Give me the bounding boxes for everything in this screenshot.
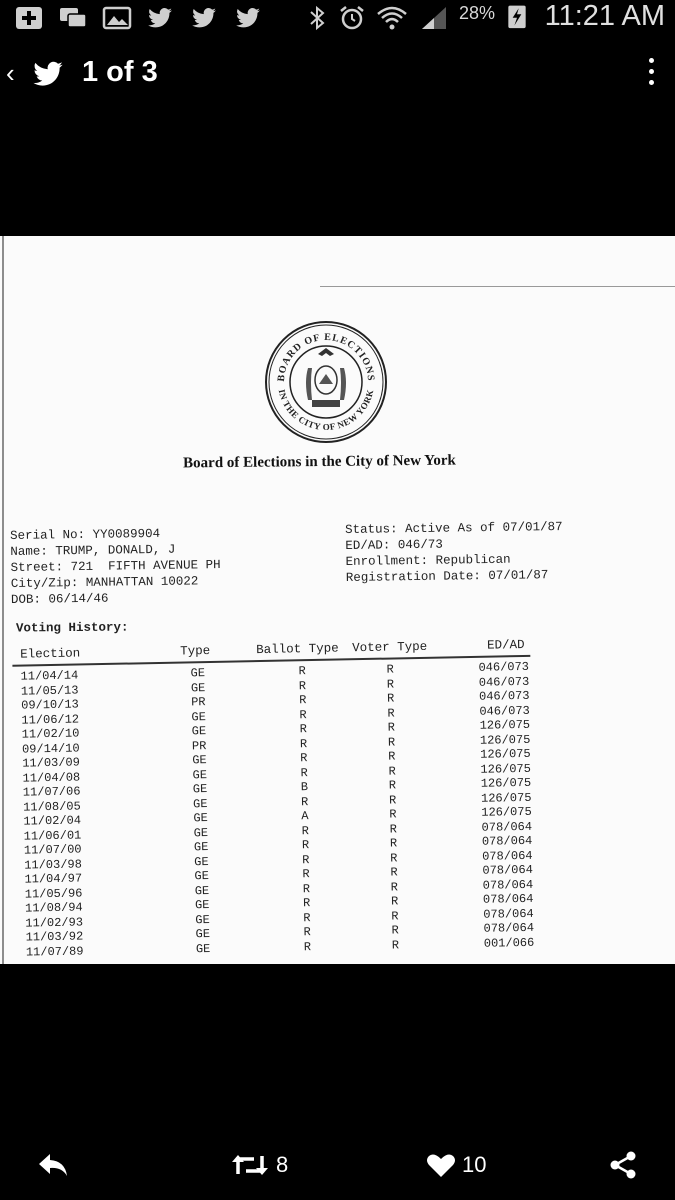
column-header-type: Type	[180, 643, 211, 659]
ballot-type: R	[300, 765, 308, 780]
tweet-actions	[0, 1136, 675, 1196]
status: Status: Active As of 07/01/87	[345, 519, 563, 537]
svg-text:IN THE CITY OF NEW YORK	[277, 388, 376, 432]
election-type: GE	[194, 854, 209, 869]
election-date: 11/05/13	[20, 683, 79, 699]
election-date: 11/07/00	[23, 842, 82, 858]
ballot-type: R	[300, 751, 308, 766]
retweet-button[interactable]	[230, 1150, 288, 1180]
election-date: 11/04/14	[20, 668, 79, 684]
ed-ad-value: 078/064	[483, 920, 535, 936]
ballot-type: R	[299, 736, 308, 751]
voter-info-right	[345, 519, 563, 586]
ed-ad-value: 078/064	[481, 833, 533, 849]
ed-ad-value: 126/075	[480, 790, 532, 806]
voter-type: R	[389, 821, 397, 837]
ballot-type: R	[302, 852, 310, 867]
election-date: 11/08/05	[23, 798, 81, 815]
election-type: GE	[192, 767, 208, 782]
ballot-type: R	[301, 838, 310, 853]
twitter-icon	[146, 5, 174, 31]
election-date: 11/07/89	[25, 943, 84, 960]
pager-label: 1 of 3	[82, 56, 158, 88]
column-header-voter-type: Voter Type	[352, 639, 428, 656]
election-type: PR	[191, 695, 206, 710]
ed-ad-value: 046/073	[478, 674, 530, 690]
ed-ad-value: 001/066	[483, 935, 535, 951]
ballot-type: R	[302, 867, 310, 882]
voter-type: R	[388, 763, 396, 779]
battery-charging-icon	[505, 3, 529, 29]
ed-ad-value: 078/064	[482, 877, 534, 893]
election-type: GE	[194, 898, 210, 913]
election-type: GE	[190, 680, 206, 695]
election-type: GE	[191, 709, 206, 724]
voter-name: Name: TRUMP, DONALD, J	[10, 542, 176, 559]
battery-percent: 28%	[459, 3, 496, 23]
retweet-count: 8	[276, 1152, 289, 1177]
ed-ad-value: 126/075	[480, 775, 532, 791]
ed-ad-value: 046/073	[479, 703, 530, 719]
election-date: 09/10/13	[21, 697, 79, 713]
ed-ad-value: 078/064	[482, 862, 533, 878]
voter-type: R	[387, 720, 396, 735]
voter-type: R	[389, 807, 397, 822]
election-type: GE	[192, 782, 208, 797]
election-type: GE	[193, 811, 208, 826]
ballot-type: R	[300, 794, 309, 809]
election-date: 11/05/96	[24, 885, 83, 902]
wifi-icon	[375, 5, 409, 31]
like-button[interactable]	[426, 1150, 486, 1180]
voter-record-image	[0, 236, 675, 964]
election-date: 11/02/93	[25, 914, 84, 931]
voter-type: R	[386, 691, 395, 706]
ed-ad-value: 126/075	[479, 732, 531, 748]
twitter-icon	[190, 5, 218, 31]
like-count: 10	[462, 1152, 487, 1177]
election-type: GE	[190, 666, 206, 681]
retweet-icon	[230, 1152, 270, 1178]
ballot-type: R	[299, 693, 307, 708]
scan-line	[320, 286, 675, 287]
signal-icon	[420, 5, 448, 31]
reply-button[interactable]	[36, 1150, 70, 1180]
election-type: GE	[193, 840, 209, 855]
voter-type: R	[389, 836, 398, 851]
seal-text-bottom: IN THE CITY OF NEW YORK	[276, 388, 376, 433]
ballot-type: R	[302, 881, 311, 896]
voter-type: R	[390, 894, 399, 909]
voter-type: R	[390, 850, 398, 866]
voter-type: R	[391, 923, 399, 938]
registration-date: Registration Date: 07/01/87	[345, 568, 549, 585]
serial-number: Serial No: YY0089904	[10, 526, 161, 543]
election-date: 11/02/04	[23, 813, 82, 829]
election-date: 11/04/97	[24, 871, 83, 887]
share-icon	[608, 1150, 638, 1180]
voter-type: R	[391, 937, 400, 953]
election-date: 11/07/06	[22, 784, 81, 800]
ed-ad-value: 126/075	[480, 761, 532, 777]
election-date: 11/02/10	[21, 726, 80, 742]
voter-type: R	[391, 908, 399, 924]
ballot-type: R	[299, 707, 307, 722]
ballot-type: B	[300, 780, 309, 795]
ballot-type: R	[302, 896, 311, 911]
ballot-type: A	[301, 809, 309, 824]
more-options-icon[interactable]	[641, 58, 661, 94]
ed-ad: ED/AD: 046/73	[345, 537, 443, 553]
ballot-type: R	[298, 678, 307, 693]
bluetooth-icon	[306, 5, 328, 31]
voter-type: R	[390, 879, 399, 895]
status-bar	[0, 0, 675, 36]
heart-icon	[426, 1152, 456, 1178]
voter-type: R	[388, 778, 397, 793]
election-date: 11/08/94	[24, 900, 83, 916]
app-bar	[0, 36, 675, 116]
ballot-type: R	[303, 939, 312, 954]
share-button[interactable]	[608, 1150, 638, 1180]
ed-ad-value: 046/073	[478, 688, 530, 704]
column-header-election: Election	[20, 646, 81, 662]
seal-text-top: BOARD OF ELECTIONS	[275, 331, 377, 383]
alarm-icon	[338, 5, 366, 31]
voter-type: R	[386, 662, 394, 677]
ed-ad-value: 126/075	[481, 804, 532, 820]
ed-ad-value: 126/075	[479, 717, 531, 733]
election-date: 09/14/10	[21, 740, 80, 757]
ed-ad-value: 046/073	[478, 659, 530, 675]
chat-icon	[58, 5, 88, 31]
election-type: GE	[195, 912, 210, 927]
election-date: 11/03/92	[25, 929, 84, 945]
voter-type: R	[386, 676, 395, 692]
ballot-type: R	[299, 722, 308, 737]
street: Street: 721 FIFTH AVENUE PH	[10, 558, 221, 575]
election-date: 11/03/98	[24, 856, 82, 873]
election-type: GE	[191, 724, 207, 739]
voter-info-left	[10, 525, 221, 608]
election-date: 11/04/08	[22, 769, 81, 786]
reply-icon	[36, 1151, 70, 1179]
election-type: PR	[191, 738, 207, 753]
voting-history-label: Voting History:	[15, 620, 129, 636]
back-chevron-icon[interactable]: ‹	[6, 58, 15, 88]
city-zip: City/Zip: MANHATTAN 10022	[10, 574, 199, 591]
ed-ad-value: 078/064	[481, 819, 533, 835]
election-type: GE	[192, 753, 207, 768]
add-box-icon	[14, 5, 44, 31]
twitter-bird-icon[interactable]	[30, 58, 66, 90]
election-type: GE	[193, 825, 209, 840]
ed-ad-value: 078/064	[482, 848, 533, 864]
ballot-type: R	[301, 823, 309, 838]
enrollment: Enrollment: Republican	[345, 552, 511, 569]
ed-ad-value: 078/064	[483, 906, 534, 922]
dob: DOB: 06/14/46	[10, 591, 109, 607]
voter-type: R	[388, 749, 396, 764]
election-date: 11/03/09	[22, 755, 81, 771]
clock: 11:21 AM	[544, 0, 665, 32]
election-type: GE	[195, 927, 211, 942]
document-title: Board of Elections in the City of New York	[183, 452, 456, 472]
ed-ad-value: 126/075	[480, 746, 531, 762]
column-header-ed-ad: ED/AD	[486, 637, 525, 653]
board-of-elections-seal	[264, 320, 388, 444]
twitter-icon	[234, 5, 262, 31]
ballot-type: R	[298, 664, 306, 679]
ballot-type: R	[303, 910, 311, 925]
ed-ad-value: 078/064	[482, 891, 534, 907]
voter-type: R	[387, 734, 396, 750]
voter-type: R	[388, 792, 397, 808]
election-type: GE	[194, 883, 210, 898]
election-type: GE	[194, 869, 210, 884]
election-type: GE	[195, 941, 211, 956]
column-header-ballot-type: Ballot Type	[256, 641, 339, 658]
voter-type: R	[390, 865, 398, 880]
election-date: 11/06/12	[21, 711, 80, 728]
image-icon	[102, 5, 132, 31]
election-date: 11/06/01	[23, 827, 82, 844]
election-type: GE	[192, 796, 208, 811]
voter-type: R	[387, 705, 395, 721]
ballot-type: R	[303, 925, 311, 940]
